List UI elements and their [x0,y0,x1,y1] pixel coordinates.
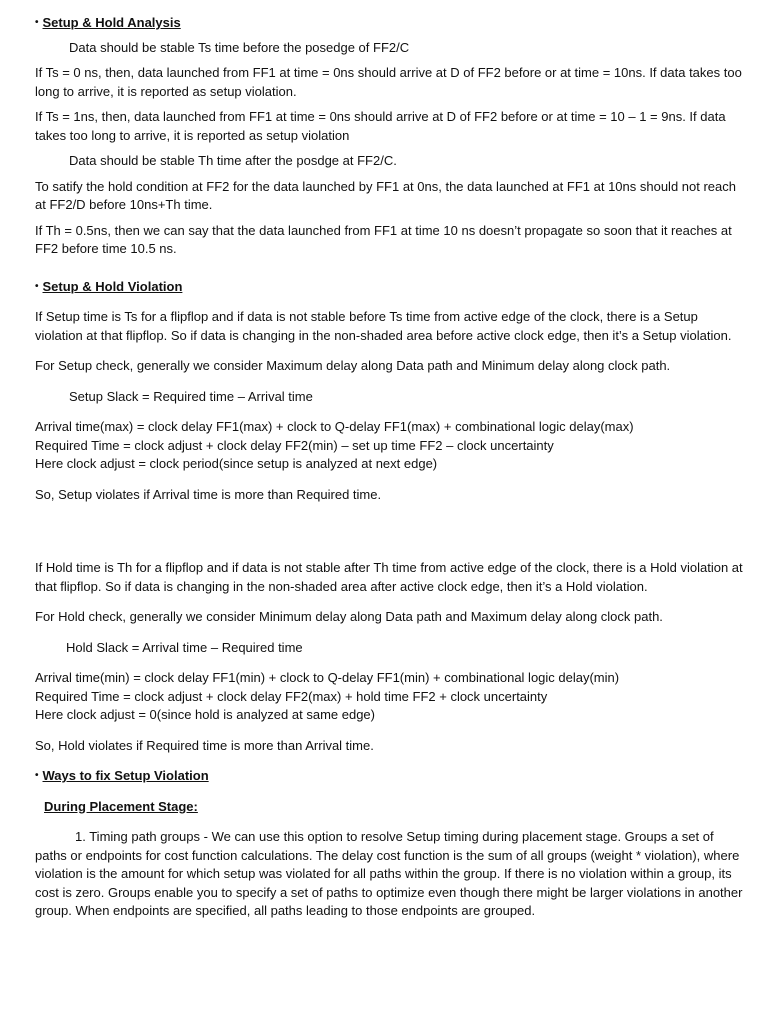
paragraph: For Setup check, generally we consider Maximum delay along Data path and Minimum delay along clock path. [35,358,671,373]
paragraph: So, Hold violates if Required time is more than Arrival time. [35,737,374,753]
paragraph: If Hold time is Th for a flipflop and if data is not stable after Th time from active edge of the clock, there is a Hold violation at that flipflop. So if data is changing in the non-shaded area after active clock edge, then it’s a Hold violation. [35,560,743,594]
bullet-icon: • [35,17,39,28]
bullet-icon: • [35,770,39,781]
equation-line: Arrival time(max) = clock delay FF1(max) + clock to Q-delay FF1(max) + combinational logic delay(max) [35,419,634,434]
equation-line: Required Time = clock adjust + clock delay FF2(min) – set up time FF2 – clock uncertainty [35,437,554,453]
paragraph: If Ts = 1ns, then, data launched from FF1 at time = 0ns should arrive at D of FF2 before or at time = 10 – 1 = 9ns. If data takes too long to arrive, it is reported as setup violation [35,109,726,143]
paragraph: 1. Timing path groups - We can use this option to resolve Setup timing during placement stage. Groups a set of paths or endpoints for cost function calculations. The delay cost function is the sum of all groups (weight * violation), where violation is the amount for which setup was violated for all paths within the group. If there is no violation within a group, its cost is zero. Groups enable you to specify a set of paths to optimize even though there might be larger violations in another group. When endpoints are specified, all paths leading to those endpoints are grouped. [35,829,743,918]
bullet-icon: • [35,280,39,292]
subheading-placement-stage: During Placement Stage: [44,798,198,814]
paragraph: To satify the hold condition at FF2 for the data launched by FF1 at 0ns, the data launched at FF1 at 10ns should not reach at FF2/D before 10ns+Th time. [35,178,736,212]
formula: Setup Slack = Required time – Arrival time [69,388,313,404]
paragraph: Data should be stable Th time after the posdge at FF2/C. [69,153,397,168]
paragraph: So, Setup violates if Arrival time is more than Required time. [35,486,382,502]
paragraph: For Hold check, generally we consider Minimum delay along Data path and Maximum delay along clock path. [35,609,663,624]
section-heading-setup-hold-analysis: • Setup & Hold Analysis [35,15,181,30]
paragraph: Data should be stable Ts time before the posedge of FF2/C [69,39,410,55]
equation-line: Here clock adjust = clock period(since setup is analyzed at next edge) [35,456,438,471]
section-heading-setup-hold-violation: • Setup & Hold Violation [35,278,183,294]
equation-line: Required Time = clock adjust + clock delay FF2(max) + hold time FF2 + clock uncertainty [35,688,548,704]
formula: Hold Slack = Arrival time – Required time [66,639,303,655]
paragraph: If Ts = 0 ns, then, data launched from FF1 at time = 0ns should arrive at D of FF2 before or at time = 10ns. If data takes too long to arrive, it is reported as setup violation. [35,65,742,99]
paragraph: If Th = 0.5ns, then we can say that the data launched from FF1 at time 10 ns doesn’t propagate so soon that it reaches at FF2 before time 10.5 ns. [35,222,732,256]
section-heading-ways-to-fix: • Ways to fix Setup Violation [35,768,209,783]
equation-line: Arrival time(min) = clock delay FF1(min) + clock to Q-delay FF1(min) + combinational logic delay(min) [35,670,620,685]
document-page [35,14,747,928]
paragraph: If Setup time is Ts for a flipflop and if data is not stable before Ts time from active edge of the clock, there is a Setup violation at that flipflop. So if data is changing in the non-shaded area before active clock edge, then it’s a Setup violation. [35,309,732,343]
equation-line: Here clock adjust = 0(since hold is analyzed at same edge) [35,707,375,722]
